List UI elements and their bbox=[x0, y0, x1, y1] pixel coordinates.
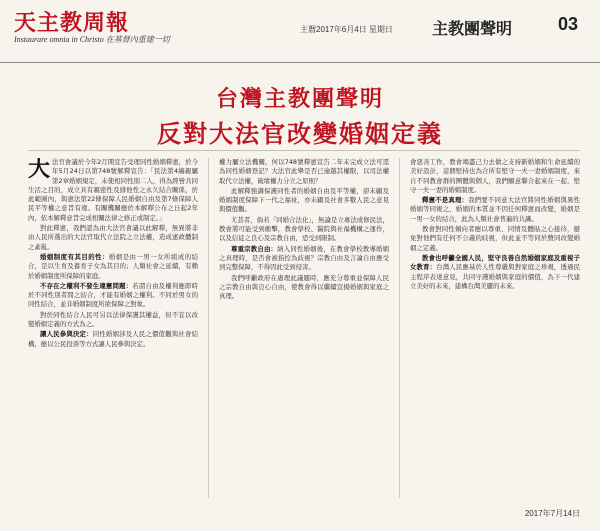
page-number: 03 bbox=[558, 14, 579, 34]
article-column-1 bbox=[28, 158, 198, 498]
article-column-2 bbox=[219, 158, 389, 498]
paragraph bbox=[219, 245, 389, 273]
paragraph-text: 法官會議於今年2月開宣告受理同性婚姻釋憲，於今年5月24日以第748號解釋宣告：「民法第4編親屬第2章婚姻規定，未使相同性別二人，得為經營共同生活之目的，成立具有親密性及排他性之永久結合關係，於此範圍內，與憲法第22條保障人民婚姻自由及第7條保障人民平等權之意旨有違。有關機關應於本解釋公布之日起2年內，依本解釋意旨完成相關法律之修正或制定。」 bbox=[28, 158, 198, 222]
headline-line-1: 台灣主教團聲明 bbox=[215, 86, 384, 112]
paragraph: 對於同性結合人民可另以法律保護其權益，但不宜以改變婚姻定義的方式為之。 bbox=[28, 310, 198, 329]
headline-line-2: 反對大法官改變婚姻定義 bbox=[157, 119, 443, 148]
paragraph-text: 台灣人民應基於人性尊嚴與對家庭之珍視，透過民主程序表達意見，共同守護婚姻與家庭的價值，為下一代建立美好的未來，建構台灣美麗的未來。 bbox=[410, 263, 580, 290]
section-title: 主教團聲明 bbox=[432, 19, 513, 38]
paragraph bbox=[28, 253, 198, 281]
paragraph: 權力屬立法機關，何以748號釋憲宣告二年未完成立法可逕為同性婚姻登記？大法官此舉是否已逾越其權限，以司法權取代立法權，破壞權力分立之原則？ bbox=[219, 158, 389, 185]
paragraph-text: 同性婚姻涉及人民之價值觀與社會結構，應以公民投票等方式讓人民參與決定。 bbox=[28, 330, 198, 348]
issue-date: 主曆2017年6月4日 星期日 bbox=[300, 25, 393, 34]
dropcap: 大 bbox=[28, 158, 51, 182]
headline-rule bbox=[28, 150, 580, 151]
subheading: 教會也呼籲全國人民，堅守良善自然婚姻家庭及重視子女教育： bbox=[410, 253, 580, 272]
paragraph bbox=[28, 330, 198, 349]
paragraph-text: 我們要不同意大法官將同性婚姻與異性婚姻等同視之，婚姻的本質並不因任何釋憲而改變，婚姻是一男一女的結合，此為人類社會普遍的共識。 bbox=[410, 196, 580, 223]
paragraph: 會惡善工作，教會竭盡己力去做之支持新婚姻和生命延續的美好設計，這個堅持也為合所有堅守一夫一妻婚姻制度，來自不同教會群的團體與個人，我們願意聯合起來在一起，堅守一夫一妻的婚姻制度。 bbox=[410, 158, 580, 194]
subheading: 釋憲不是真理： bbox=[422, 196, 469, 205]
column-divider bbox=[208, 158, 209, 498]
paragraph-text: 納入同性婚姻後，在教會學校教導婚姻之真理時，是否會被指控為歧視？宗教自由及言論自由應受到完整保障，不得因此受到侵害。 bbox=[219, 244, 389, 272]
newspaper-logo: 天主教周報 bbox=[14, 10, 130, 36]
subheading: 婚姻制度有其目的性： bbox=[40, 252, 109, 261]
column-divider bbox=[399, 158, 400, 498]
newspaper-motto: Instaurare omnia in Christo 在基督內重建一切 bbox=[14, 35, 170, 44]
footer-date: 2017年7月14日 bbox=[524, 509, 580, 518]
paragraph-text: 若謂自由及權利應即時於不同性別者間之結合，才能有婚姻之權利。不同於男女的同性結合，並非婚姻制度所欲保障之對象。 bbox=[28, 281, 198, 309]
paragraph bbox=[410, 196, 580, 224]
subheading: 不存在之權利不發生違憲問題： bbox=[40, 281, 133, 290]
masthead bbox=[0, 0, 600, 63]
paragraph bbox=[28, 282, 198, 310]
article-body bbox=[28, 158, 580, 498]
subheading: 尊重宗教自由： bbox=[231, 244, 278, 253]
paragraph bbox=[410, 254, 580, 291]
paragraph bbox=[28, 158, 198, 223]
paragraph: 對此釋憲，我們認為由大法官會議以此解釋，無異將非由人民所選出的大法官取代立法院之立法權，造成憲政體制之紊亂。 bbox=[28, 224, 198, 251]
article-column-3 bbox=[410, 158, 580, 498]
paragraph: 教會對同性傾向者應以尊重、同情及體貼之心接待，避免對他們有任何不公義的歧視，但此並不等同於贊同改變婚姻之定義。 bbox=[410, 225, 580, 252]
subheading: 讓人民參與決定： bbox=[40, 330, 93, 339]
paragraph: 我們呼籲政府在處理此議題時，應充分尊重並保障人民之宗教自由與良心自由，使教會得以繼續宣揚婚姻與家庭之真理。 bbox=[219, 273, 389, 301]
paragraph: 此解釋強調保護同性者的婚姻自由及平等權，卻未顧及婚姻制度保障下一代之福祉，亦未顧及社會多數人民之意見與價值觀。 bbox=[219, 186, 389, 214]
paragraph-text: 婚姻是由一男一女所組成的結合，是以生育及養育子女為其目的；人類社會之延續，有賴於婚姻制度所保障的家庭。 bbox=[28, 252, 198, 280]
paragraph: 尤甚者，倘若「同婚合法化」，無論是立專法或修民法，教會將可能受到衝擊，教會學校、醫院與社福機構之運作，以及信徒之良心及宗教自由，恐受到限制。 bbox=[219, 215, 389, 243]
